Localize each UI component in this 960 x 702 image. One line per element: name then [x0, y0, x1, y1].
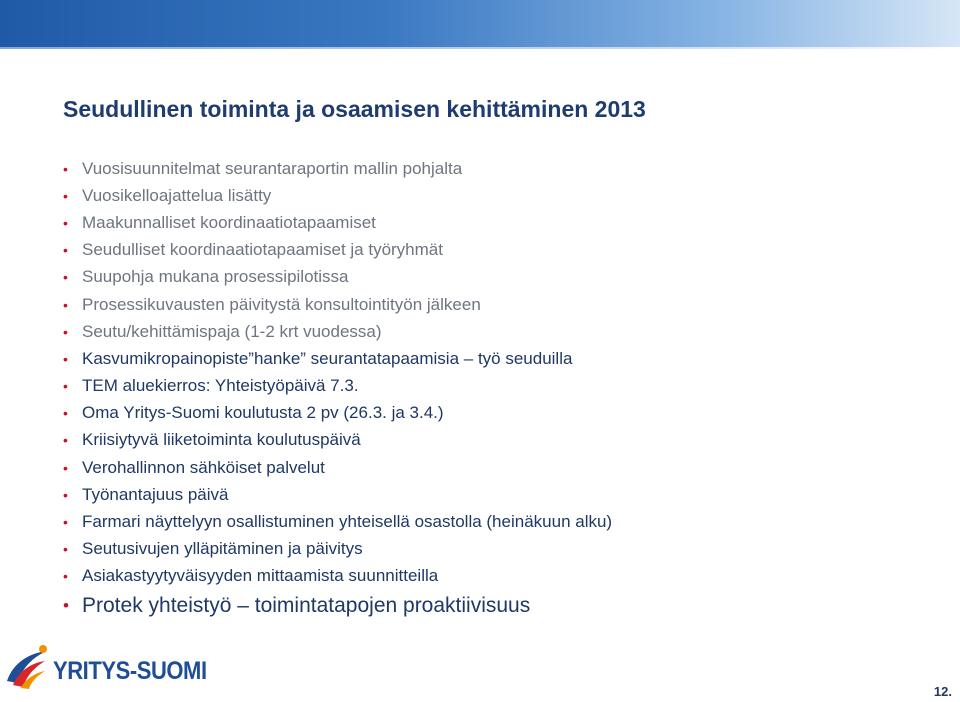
swoosh-logo-icon — [3, 643, 53, 693]
list-item — [63, 508, 612, 535]
list-item-text: Vuosisuunnitelmat seurantaraportin mallin pohjalta — [82, 158, 463, 178]
list-item-text: Asiakastyytyväisyyden mittaamista suunnitteilla — [82, 566, 439, 586]
list-item — [63, 237, 612, 264]
list-item — [63, 155, 612, 182]
bullet-list — [63, 155, 612, 621]
list-item — [63, 209, 612, 236]
header-divider — [0, 47, 960, 49]
list-item-text: Vuosikelloajattelua lisätty — [82, 185, 272, 205]
bullet-icon: • — [63, 432, 68, 449]
list-item — [63, 373, 612, 400]
yritys-suomi-logo — [3, 643, 218, 693]
list-item-text: Protek yhteistyö – toimintatapojen proaktiivisuus — [82, 594, 531, 617]
bullet-icon: • — [63, 269, 68, 286]
bullet-icon: • — [63, 160, 68, 177]
list-item — [63, 427, 612, 454]
list-item — [63, 591, 612, 621]
bullet-icon: • — [63, 514, 68, 531]
list-item — [63, 536, 612, 563]
bullet-icon: • — [63, 568, 68, 585]
list-item-text: Oma Yritys-Suomi koulutusta 2 pv (26.3. ja 3.4.) — [82, 403, 444, 423]
list-item — [63, 182, 612, 209]
list-item-text: Prosessikuvausten päivitystä konsultointityön jälkeen — [82, 294, 481, 314]
list-item-text: Farmari näyttelyyn osallistuminen yhteisellä osastolla (heinäkuun alku) — [82, 512, 613, 532]
slide-title: Seudullinen toiminta ja osaamisen kehittäminen 2013 — [63, 96, 646, 122]
page-number: 12. — [933, 684, 952, 699]
bullet-icon: • — [63, 378, 68, 395]
list-item — [63, 345, 612, 372]
list-item-text: Maakunnalliset koordinaatiotapaamiset — [82, 212, 376, 232]
bullet-icon: • — [63, 323, 68, 340]
bullet-icon: • — [63, 187, 68, 204]
bullet-icon: • — [63, 214, 68, 231]
list-item-text: Suupohja mukana prosessipilotissa — [82, 267, 349, 287]
list-item-text: Seutu/kehittämispaja (1-2 krt vuodessa) — [82, 321, 382, 341]
bullet-icon: • — [63, 459, 68, 476]
header-band — [0, 0, 960, 47]
list-item-text: Kasvumikropainopiste”hanke” seurantatapaamisia – työ seuduilla — [82, 348, 573, 368]
list-item — [63, 400, 612, 427]
list-item-text: Verohallinnon sähköiset palvelut — [82, 457, 325, 477]
list-item-text: Työnantajuus päivä — [82, 484, 229, 504]
list-item-text: TEM aluekierros: Yhteistyöpäivä 7.3. — [82, 376, 359, 396]
bullet-icon: • — [63, 242, 68, 259]
bullet-icon: • — [63, 486, 68, 503]
list-item-text: Seutusivujen ylläpitäminen ja päivitys — [82, 539, 363, 559]
list-item-text: Seudulliset koordinaatiotapaamiset ja työryhmät — [82, 240, 443, 260]
list-item — [63, 318, 612, 345]
list-item — [63, 291, 612, 318]
list-item — [63, 481, 612, 508]
list-item — [63, 454, 612, 481]
bullet-icon: • — [63, 350, 68, 367]
bullet-icon: • — [63, 296, 68, 313]
list-item-text: Kriisiytyvä liiketoiminta koulutuspäivä — [82, 430, 361, 450]
list-item — [63, 264, 612, 291]
logo-text: YRITYS-SUOMI — [53, 657, 207, 685]
bullet-icon: • — [63, 596, 69, 615]
list-item — [63, 563, 612, 590]
bullet-icon: • — [63, 405, 68, 422]
bullet-icon: • — [63, 541, 68, 558]
